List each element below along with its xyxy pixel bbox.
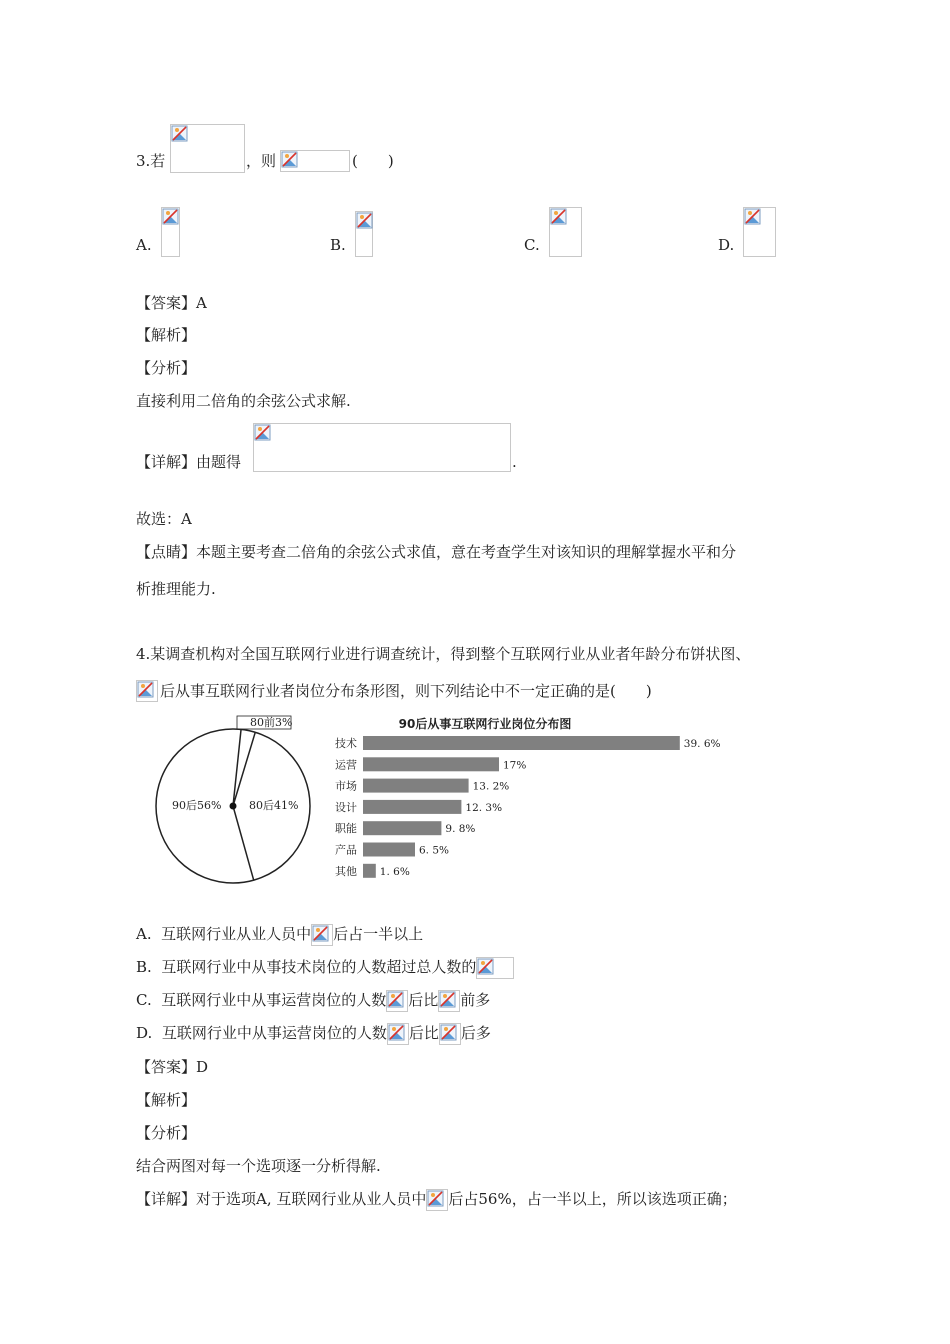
option-text: 互联网行业中从事技术岗位的人数超过总人数的 xyxy=(161,958,477,976)
option-label: D. xyxy=(136,1024,153,1042)
bar-category-label: 职能 xyxy=(335,822,357,836)
formula-image xyxy=(170,124,245,173)
option-text: 互联网行业从业人员中 xyxy=(161,925,312,943)
broken-image-icon xyxy=(171,125,188,142)
q4-option-a xyxy=(136,923,423,946)
broken-image-icon xyxy=(427,1190,444,1207)
bar xyxy=(363,843,415,857)
broken-image-icon xyxy=(356,212,373,229)
q3-fenxi: 【分析】 xyxy=(136,359,197,377)
formula-image xyxy=(386,990,408,1012)
q3-analysis: 直接利用二倍角的余弦公式求解. xyxy=(136,392,351,410)
bar-category-label: 产品 xyxy=(335,843,357,857)
bar-value-label: 12. 3% xyxy=(465,801,503,814)
bar xyxy=(363,864,376,878)
option-label: C. xyxy=(136,991,152,1009)
bar xyxy=(363,821,441,835)
q3-option-b-label: B. xyxy=(330,236,346,254)
formula-image xyxy=(253,423,511,472)
formula-image xyxy=(136,680,158,702)
broken-image-icon xyxy=(440,1024,457,1041)
chart-figure xyxy=(130,712,730,892)
broken-image-icon xyxy=(387,991,404,1008)
option-image xyxy=(355,211,373,257)
bar-value-label: 17% xyxy=(503,759,527,772)
pie-center xyxy=(230,803,237,810)
bar-category-label: 设计 xyxy=(335,800,357,814)
broken-image-icon xyxy=(477,958,494,975)
pie-slice-3 xyxy=(233,806,254,880)
q3-detail-prefix: 【详解】由题得 xyxy=(136,453,242,471)
option-label: A. xyxy=(136,925,152,943)
bar xyxy=(363,800,461,814)
bar-value-label: 1. 6% xyxy=(379,865,410,878)
pie-chart xyxy=(156,715,310,883)
bar-category-label: 其他 xyxy=(335,864,357,878)
q3-option-c-label: C. xyxy=(524,236,540,254)
formula-image xyxy=(280,150,350,172)
q4-stem-line1: 4.某调查机构对全国互联网行业进行调查统计，得到整个互联网行业从业者年龄分布饼状图、 xyxy=(136,645,751,663)
broken-image-icon xyxy=(137,681,154,698)
bar xyxy=(363,779,469,793)
bar-category-label: 技术 xyxy=(335,737,357,750)
option-text: 前多 xyxy=(460,991,491,1009)
option-text: 互联网行业中从事运营岗位的人数 xyxy=(161,991,387,1009)
option-image xyxy=(549,207,582,257)
bar-value-label: 39. 6% xyxy=(683,738,721,750)
q4-option-d xyxy=(136,1022,491,1045)
option-text: 后比 xyxy=(408,991,439,1009)
detail-text: 后占56%，占一半以上，所以该选项正确； xyxy=(448,1190,737,1208)
formula-image xyxy=(439,1023,461,1045)
q3-answer: 【答案】A xyxy=(136,294,207,312)
q4-jiexi: 【解析】 xyxy=(136,1091,197,1109)
pie-label: 90后56% xyxy=(172,799,222,812)
option-text: 后多 xyxy=(460,1024,491,1042)
bar xyxy=(363,736,680,750)
pie-label: 80前3% xyxy=(250,716,293,729)
q4-stem-line2: 后从事互联网行业者岗位分布条形图，则下列结论中不一定正确的是( ) xyxy=(160,682,652,700)
broken-image-icon xyxy=(312,925,329,942)
option-text: 互联网行业中从事运营岗位的人数 xyxy=(161,1024,387,1042)
q4-option-b xyxy=(136,956,514,979)
q3-stem-mid: ，则 xyxy=(246,152,277,170)
formula-image xyxy=(311,924,333,946)
bar xyxy=(363,757,499,771)
q3-comment-line2: 析推理能力. xyxy=(136,580,216,598)
q3-jiexi: 【解析】 xyxy=(136,326,197,344)
bar-chart xyxy=(335,736,721,878)
broken-image-icon xyxy=(281,151,298,168)
bar-chart-title: 90后从事互联网行业岗位分布图 xyxy=(398,717,572,731)
q3-stem-prefix: 3.若 xyxy=(136,152,166,170)
option-text: 后比 xyxy=(408,1024,439,1042)
pie-label: 80后41% xyxy=(249,799,299,812)
q4-analysis: 结合两图对每一个选项逐一分析得解. xyxy=(136,1157,381,1175)
detail-text: 【详解】对于选项A, 互联网行业从业人员中 xyxy=(136,1190,427,1208)
broken-image-icon xyxy=(254,424,271,441)
q4-detail xyxy=(136,1188,737,1211)
bar-value-label: 13. 2% xyxy=(472,780,510,793)
option-image xyxy=(743,207,776,257)
q4-fenxi: 【分析】 xyxy=(136,1124,197,1142)
q3-stem-paren: ( ) xyxy=(352,152,394,170)
option-label: B. xyxy=(136,958,152,976)
option-text: 后占一半以上 xyxy=(333,925,424,943)
q3-comment-line1: 【点睛】本题主要考查二倍角的余弦公式求值，意在考查学生对该知识的理解掌握水平和分 xyxy=(136,543,737,561)
q3-option-d-label: D. xyxy=(718,236,735,254)
bar-value-label: 9. 8% xyxy=(445,823,476,836)
formula-image xyxy=(438,990,460,1012)
formula-image xyxy=(476,957,514,979)
q3-option-a-label: A. xyxy=(136,236,152,254)
q4-option-c xyxy=(136,989,490,1012)
bar-value-label: 6. 5% xyxy=(419,844,450,857)
broken-image-icon xyxy=(550,208,567,225)
q4-answer: 【答案】D xyxy=(136,1058,209,1076)
formula-image xyxy=(426,1189,448,1211)
formula-image xyxy=(387,1023,409,1045)
option-image xyxy=(161,207,180,257)
broken-image-icon xyxy=(162,208,179,225)
broken-image-icon xyxy=(388,1024,405,1041)
broken-image-icon xyxy=(744,208,761,225)
bar-category-label: 运营 xyxy=(335,758,357,772)
q3-choose: 故选：A xyxy=(136,510,192,528)
broken-image-icon xyxy=(439,991,456,1008)
q3-detail-end: . xyxy=(512,453,517,471)
bar-category-label: 市场 xyxy=(335,779,357,793)
